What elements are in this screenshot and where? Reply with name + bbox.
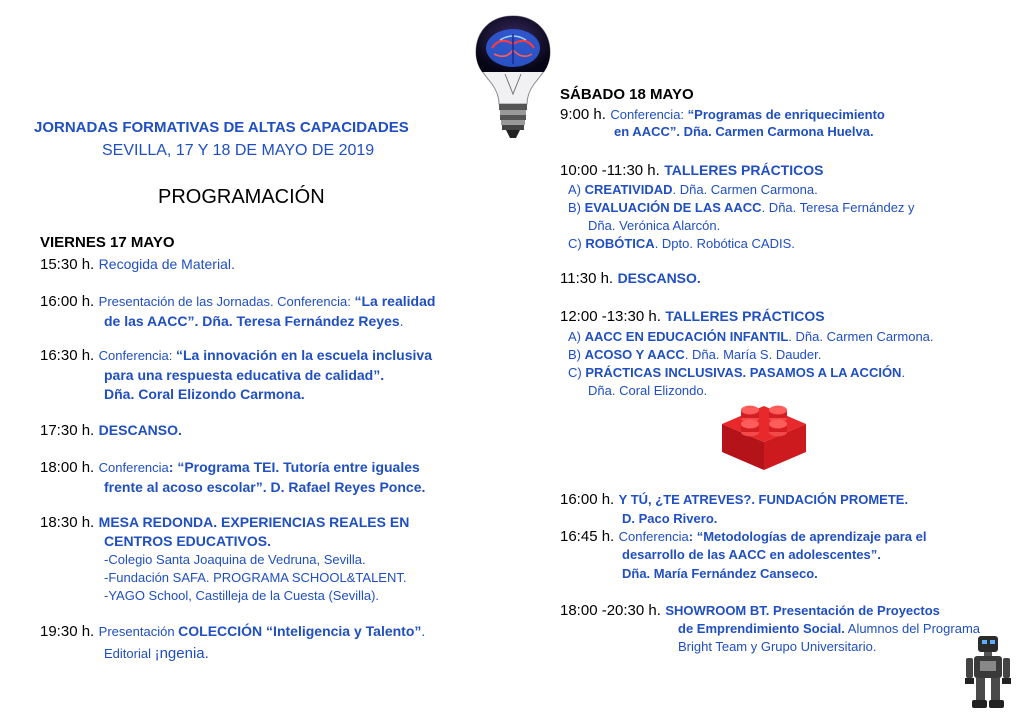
- event-time: 9:00 h.: [560, 106, 606, 123]
- event-text: Conferencia: [98, 460, 169, 475]
- event-text: Conferencia:: [610, 107, 688, 122]
- friday-event-7: [40, 623, 425, 641]
- event-time: 16:30 h.: [40, 347, 95, 364]
- friday-heading: VIERNES 17 MAYO: [40, 234, 175, 251]
- friday-event-5: [40, 459, 420, 477]
- workshop-b-cont: Dña. Verónica Alarcón.: [588, 218, 721, 233]
- event-time: 19:30 h.: [40, 623, 95, 640]
- option-letter: A): [568, 182, 585, 197]
- event-title-bold: TALLERES PRÁCTICOS: [664, 162, 824, 178]
- saturday-event-6: [560, 528, 926, 546]
- saturday-event-6-cont1: desarrollo de las AACC en adolescentes”.: [622, 547, 881, 562]
- workshop-speaker: . Dpto. Robótica CADIS.: [654, 236, 795, 251]
- friday-event-3: [40, 347, 432, 365]
- workshop-b: [568, 347, 821, 362]
- event-text: DESCANSO.: [98, 422, 182, 438]
- workshop-c-cont: Dña. Coral Elizondo.: [588, 383, 708, 398]
- event-time: 16:45 h.: [560, 528, 615, 545]
- saturday-event-3: [560, 270, 701, 288]
- workshop-title: EVALUACIÓN DE LAS AACC: [584, 200, 762, 215]
- friday-event-5-cont: frente al acoso escolar”. D. Rafael Reyes Ponce.: [104, 479, 426, 495]
- event-text: Alumnos del Programa: [844, 621, 980, 636]
- event-title-bold: “La innovación en la escuela inclusiva: [176, 347, 432, 363]
- event-title-bold: : “Metodologías de aprendizaje para el: [688, 529, 927, 544]
- event-time: 10:00 -11:30 h.: [560, 162, 660, 179]
- lightbulb-brain-icon: [470, 14, 556, 144]
- event-time: 16:00 h.: [560, 491, 615, 508]
- event-time: 18:30 h.: [40, 514, 95, 531]
- workshop-b: [568, 200, 915, 215]
- option-letter: A): [568, 329, 585, 344]
- event-time: 16:00 h.: [40, 293, 95, 310]
- saturday-event-7: [560, 602, 940, 620]
- workshop-speaker: . Dña. Teresa Fernández y: [761, 200, 915, 215]
- workshop-a: [568, 329, 934, 344]
- event-title-bold: : “Programa TEI. Tutoría entre iguales: [168, 459, 420, 475]
- friday-event-3-cont1: para una respuesta educativa de calidad”.: [104, 367, 385, 383]
- option-letter: C): [568, 236, 586, 251]
- workshop-c: [568, 236, 795, 251]
- event-title-bold: COLECCIÓN “Inteligencia y Talento”: [178, 623, 422, 639]
- event-title-bold: SHOWROOM BT. Presentación de Proyectos: [665, 603, 940, 618]
- event-title: JORNADAS FORMATIVAS DE ALTAS CAPACIDADES: [34, 119, 409, 136]
- friday-event-6-item-3: -YAGO School, Castilleja de la Cuesta (Sevilla).: [104, 588, 380, 603]
- saturday-event-1-cont: en AACC”. Dña. Carmen Carmona Huelva.: [614, 124, 874, 139]
- friday-event-1: [40, 256, 235, 274]
- friday-event-6-cont: CENTROS EDUCATIVOS.: [104, 533, 271, 549]
- friday-event-6-item-1: -Colegio Santa Joaquina de Vedruna, Sevilla.: [104, 552, 366, 567]
- workshop-title: ROBÓTICA: [585, 236, 655, 251]
- workshop-speaker: .: [901, 365, 906, 380]
- event-text: Recogida de Material.: [98, 256, 235, 272]
- event-text: DESCANSO.: [617, 270, 701, 286]
- friday-event-4: [40, 422, 182, 440]
- friday-event-6-item-2: -Fundación SAFA. PROGRAMA SCHOOL&TALENT.: [104, 570, 407, 585]
- event-text: Presentación de las Jornadas. Conferencia:: [98, 294, 355, 309]
- robot-icon: [962, 634, 1014, 712]
- event-title-bold: de Emprendimiento Social.: [678, 621, 845, 636]
- workshop-a: [568, 182, 818, 197]
- workshop-title: PRÁCTICAS INCLUSIVAS. PASAMOS A LA ACCIÓN: [585, 365, 902, 380]
- workshop-speaker: . Dña. Carmen Carmona.: [788, 329, 934, 344]
- event-time: 18:00 -20:30 h.: [560, 602, 661, 619]
- option-letter: B): [568, 200, 585, 215]
- event-text: Editorial: [104, 646, 155, 661]
- friday-event-7-cont: [104, 645, 209, 663]
- workshop-title: CREATIVIDAD: [584, 182, 673, 197]
- saturday-event-2: [560, 162, 823, 180]
- event-title-bold: “Programas de enriquecimiento: [687, 107, 885, 122]
- event-time: 15:30 h.: [40, 256, 95, 273]
- workshop-c: [568, 365, 905, 380]
- programacion-heading: PROGRAMACIÓN: [158, 186, 325, 208]
- option-letter: B): [568, 347, 585, 362]
- event-title-bold: “La realidad: [354, 293, 436, 309]
- workshop-title: AACC EN EDUCACIÓN INFANTIL: [584, 329, 789, 344]
- saturday-event-7-cont1: [678, 621, 980, 636]
- lego-brick-icon: [716, 396, 812, 472]
- option-letter: C): [568, 365, 586, 380]
- saturday-event-1: [560, 106, 885, 124]
- friday-event-3-cont2: Dña. Coral Elizondo Carmona.: [104, 386, 305, 402]
- event-title-bold: de las AACC”. Dña. Teresa Fernández Reyes: [104, 313, 400, 329]
- saturday-event-5: [560, 491, 908, 509]
- event-time: 17:30 h.: [40, 422, 95, 439]
- saturday-event-5-cont: D. Paco Rivero.: [622, 511, 718, 526]
- event-time: 11:30 h.: [560, 270, 614, 287]
- event-text: Presentación: [98, 624, 179, 639]
- event-text: Conferencia: [618, 529, 689, 544]
- friday-event-2-cont: [104, 313, 404, 329]
- event-subtitle: SEVILLA, 17 Y 18 DE MAYO DE 2019: [102, 142, 375, 159]
- saturday-event-4: [560, 308, 825, 326]
- event-title-bold: TALLERES PRÁCTICOS: [665, 308, 825, 324]
- saturday-event-6-cont2: Dña. María Fernández Canseco.: [622, 566, 818, 581]
- friday-event-2: [40, 293, 435, 311]
- event-title-bold: Y TÚ, ¿TE ATREVES?. FUNDACIÓN PROMETE.: [618, 492, 909, 507]
- event-time: 12:00 -13:30 h.: [560, 308, 661, 325]
- event-title-bold: MESA REDONDA. EXPERIENCIAS REALES EN: [98, 514, 410, 530]
- event-time: 18:00 h.: [40, 459, 95, 476]
- saturday-heading: SÁBADO 18 MAYO: [560, 86, 694, 103]
- event-text: .: [399, 313, 404, 329]
- workshop-speaker: . Dña. María S. Dauder.: [684, 347, 822, 362]
- publisher-name: ¡ngenia.: [154, 645, 209, 662]
- saturday-event-7-cont2: Bright Team y Grupo Universitario.: [678, 639, 877, 654]
- event-text: Conferencia:: [98, 348, 176, 363]
- workshop-title: ACOSO Y AACC: [584, 347, 685, 362]
- friday-event-6: [40, 514, 409, 532]
- event-text: .: [421, 623, 426, 639]
- workshop-speaker: . Dña. Carmen Carmona.: [672, 182, 818, 197]
